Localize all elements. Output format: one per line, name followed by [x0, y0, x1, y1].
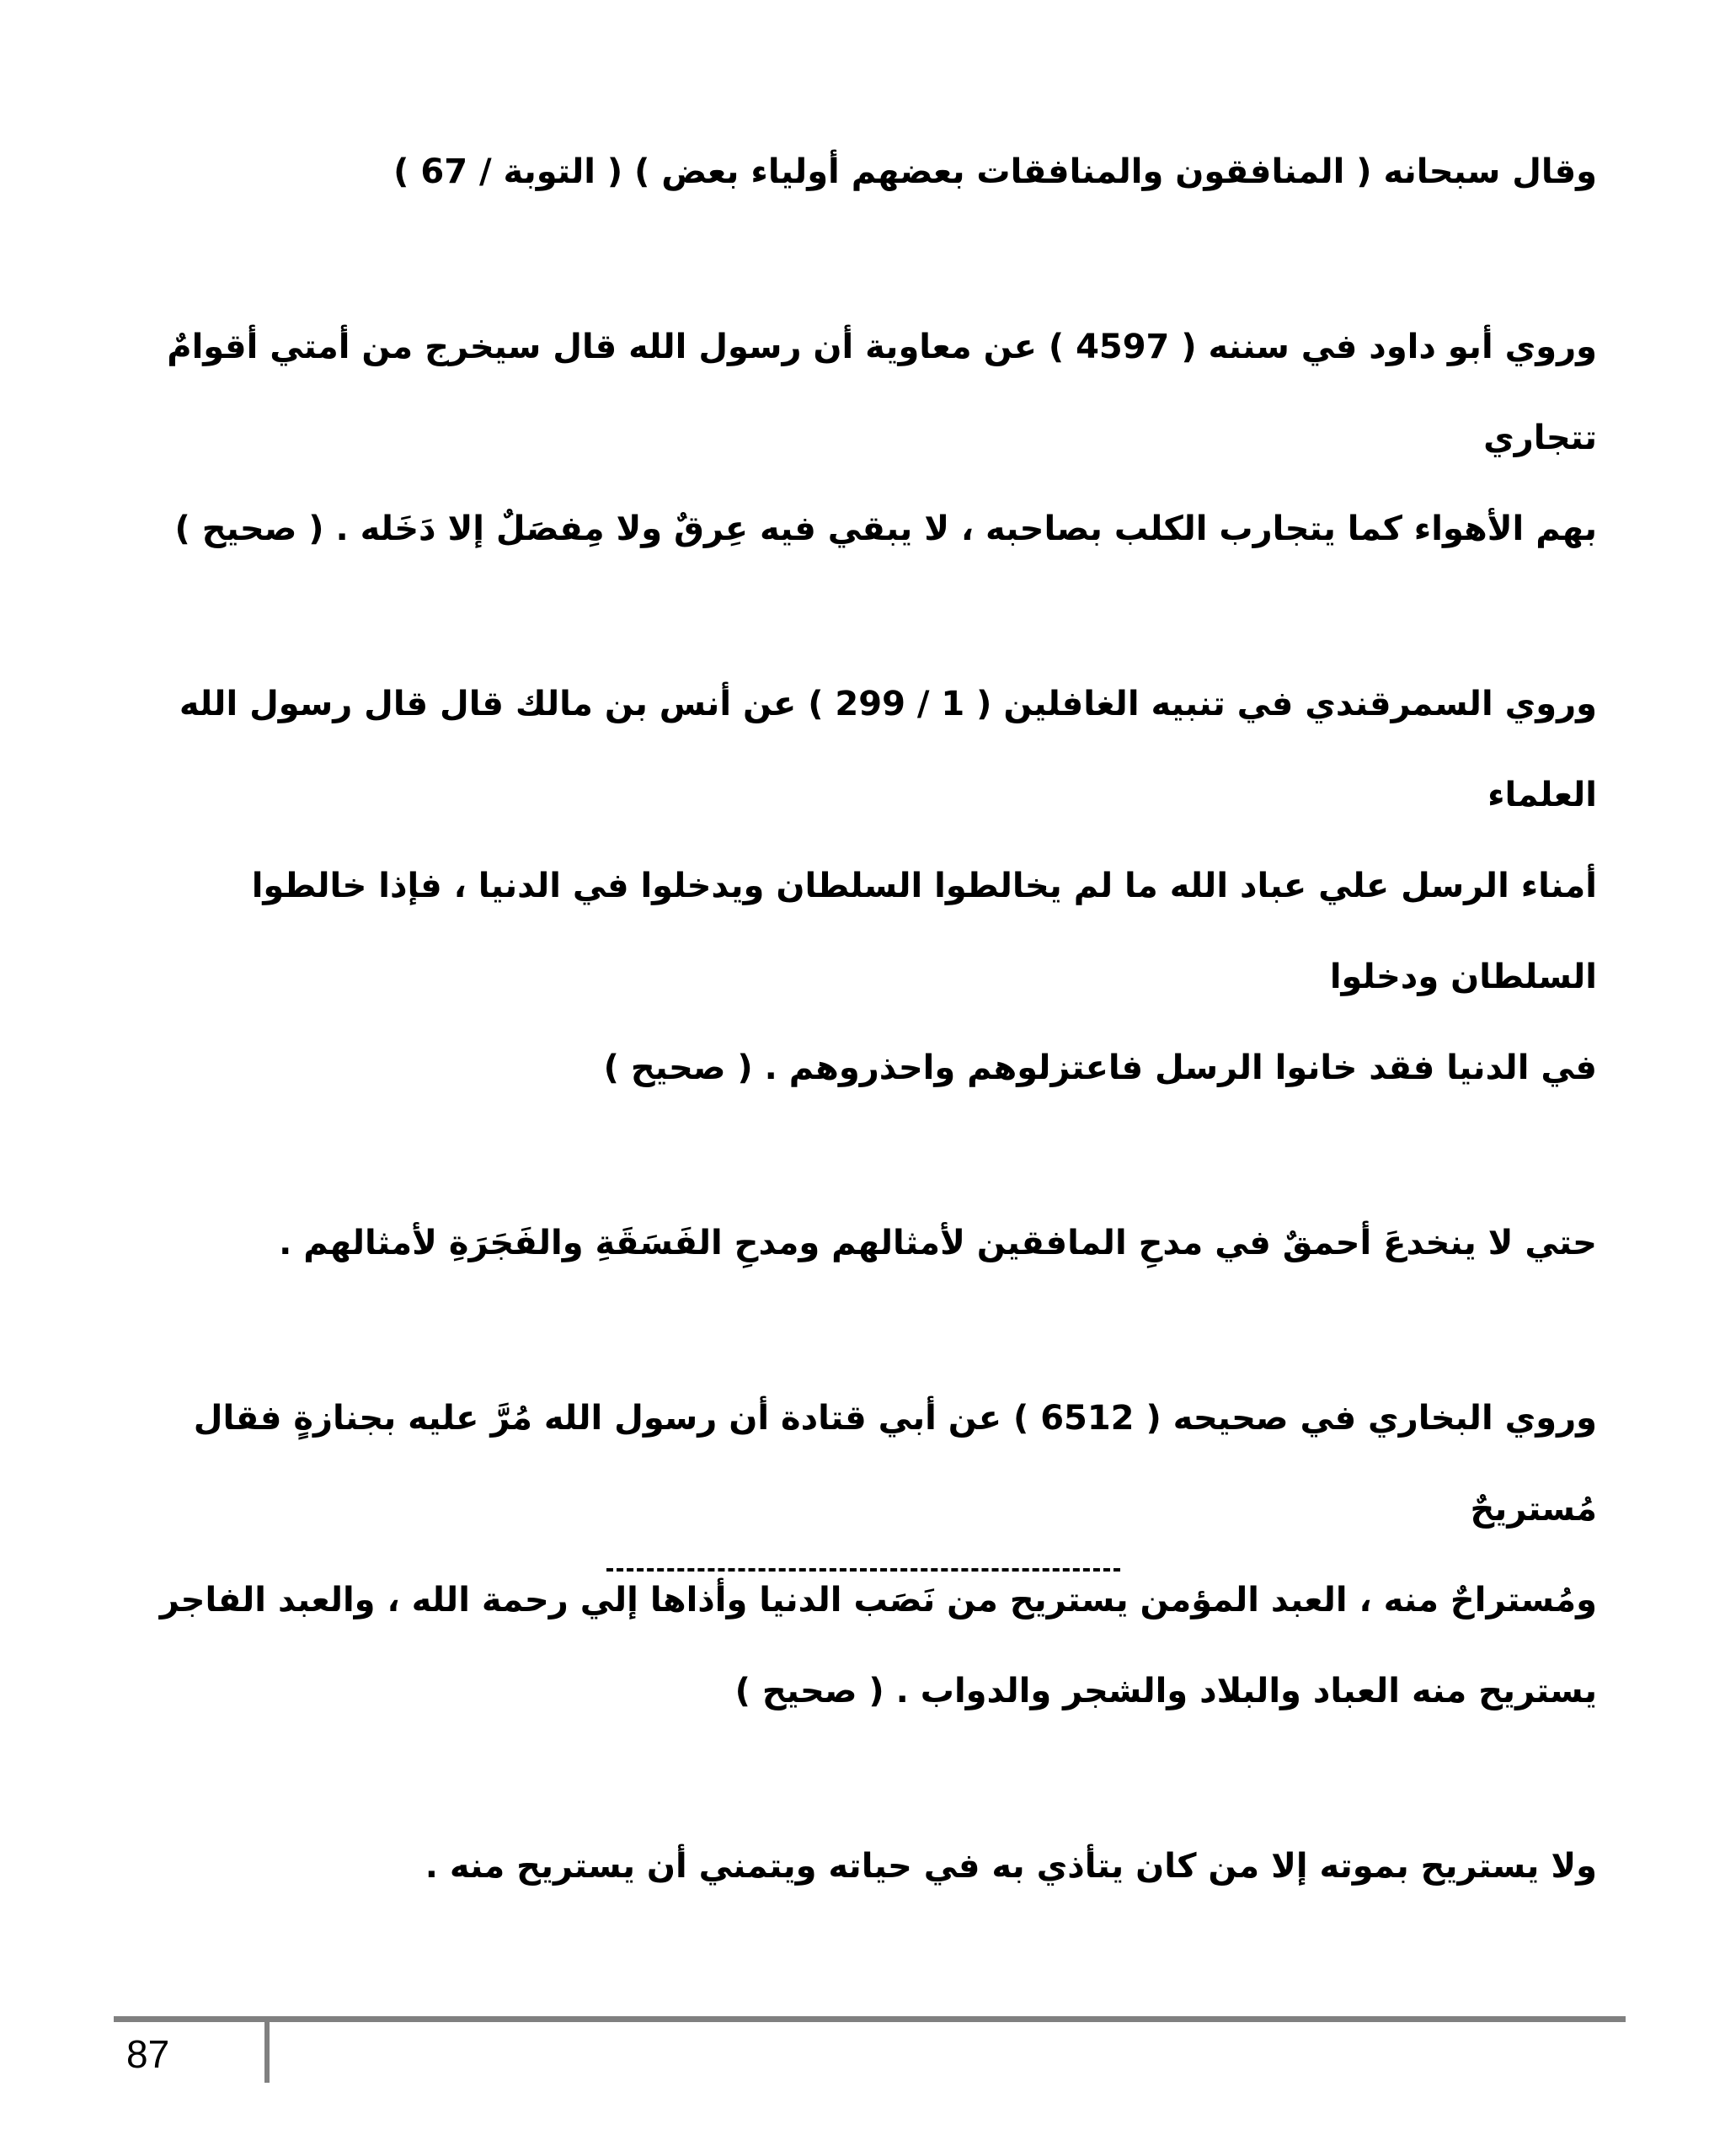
paragraph-gap [118, 574, 1597, 659]
page-number: 87 [126, 2032, 170, 2076]
text-line: بهم الأهواء كما يتجارب الكلب بصاحبه ، لا يبقي فيه عِرقٌ ولا مِفصَلٌ إلا دَخَله . ( صحيح ) [174, 510, 1597, 548]
text-line: في الدنيا فقد خانوا الرسل فاعتزلوهم واحذروهم . ( صحيح ) [603, 1049, 1597, 1087]
text-line: ولا يستريح بموته إلا من كان يتأذي به في حياته ويتمني أن يستريح منه . [425, 1847, 1597, 1886]
paragraph-gap [118, 1289, 1597, 1373]
paragraph [118, 302, 1597, 574]
paragraph-gap [118, 1113, 1597, 1198]
text-line: وقال سبحانه ( المنافقون والمنافقات بعضهم أولياء بعض ) ( التوبة / 67 ) [393, 152, 1597, 191]
text-line: وروي أبو داود في سننه ( 4597 ) عن معاوية أن رسول الله قال سيخرج من أمتي أقوامٌ تتجاري [167, 328, 1597, 457]
text-line: ومُستراحٌ منه ، العبد المؤمن يستريح من نَصَب الدنيا وأذاها إلي رحمة الله ، والعبد الفاجر [159, 1581, 1597, 1620]
text-line: أمناء الرسل علي عباد الله ما لم يخالطوا السلطان ويدخلوا في الدنيا ، فإذا خالطوا السلطان ودخلوا [251, 867, 1597, 996]
page-body [118, 126, 1597, 1912]
text-line: وروي السمرقندي في تنبيه الغافلين ( 1 / 299 ) عن أنس بن مالك قال قال رسول الله العلماء [179, 685, 1597, 814]
paragraph-gap [118, 217, 1597, 302]
text-line: حتي لا ينخدعَ أحمقٌ في مدحِ المافقين لأمثالهم ومدحِ الفَسَقَةِ والفَجَرَةِ لأمثالهم . [279, 1224, 1597, 1262]
paragraph [118, 1198, 1597, 1289]
paragraph [118, 126, 1597, 217]
paragraph [118, 1373, 1597, 1737]
footer-rule [114, 2016, 1626, 2022]
paragraph-gap [118, 1737, 1597, 1821]
section-separator [606, 1568, 1120, 1572]
footer-divider [264, 2022, 270, 2083]
paragraph [118, 659, 1597, 1113]
paragraph [118, 1821, 1597, 1912]
text-line: يستريح منه العباد والبلاد والشجر والدواب . ( صحيح ) [734, 1672, 1597, 1710]
text-line: وروي البخاري في صحيحه ( 6512 ) عن أبي قتادة أن رسول الله مُرَّ عليه بجنازةٍ فقال مُستريحٌ [193, 1399, 1597, 1529]
